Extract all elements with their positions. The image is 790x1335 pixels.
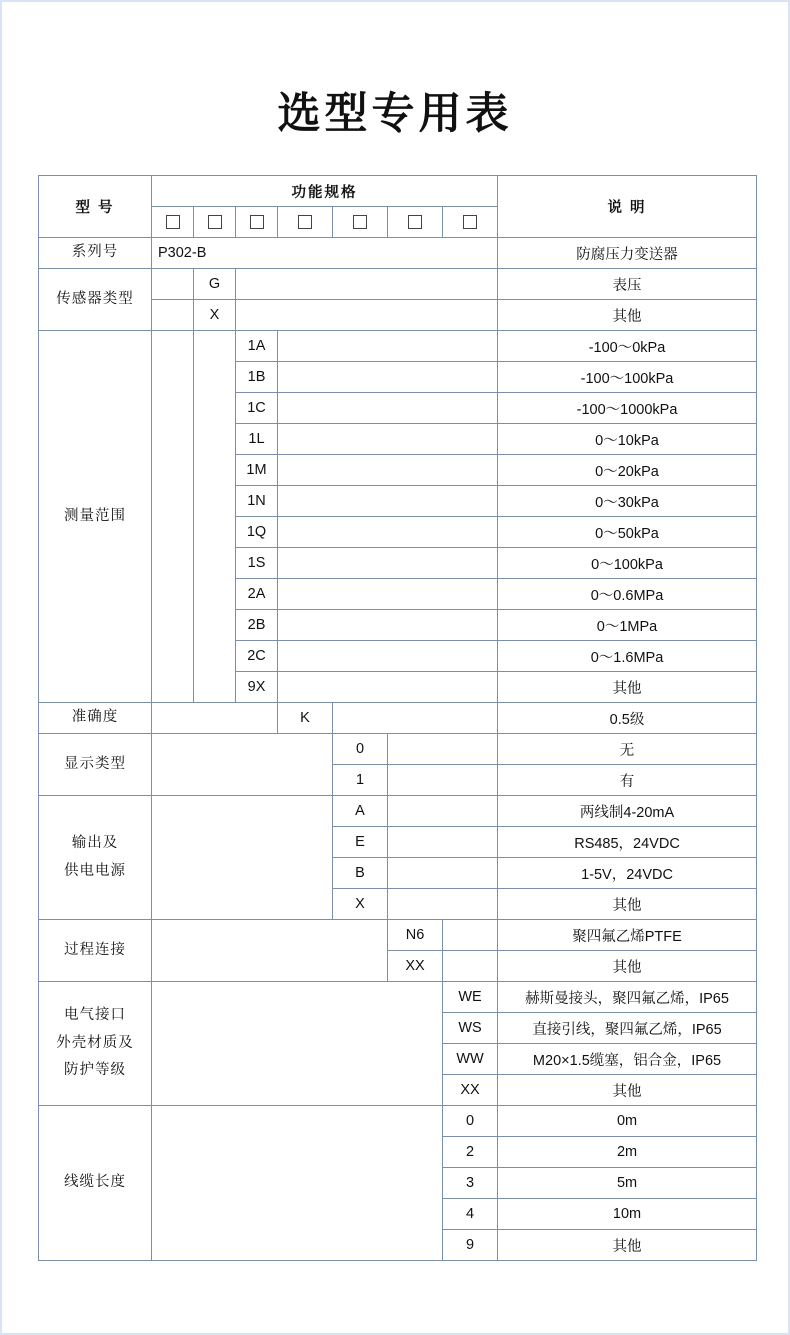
desc-range-2b: 0～1MPa	[498, 610, 757, 641]
code-range-1l: 1L	[236, 424, 278, 455]
spacer-cell	[152, 920, 388, 982]
table-row	[39, 331, 757, 362]
code-accuracy-k: K	[278, 703, 333, 734]
spacer-cell	[278, 517, 498, 548]
code-cable-2: 2	[443, 1137, 498, 1168]
code-cable-0: 0	[443, 1106, 498, 1137]
desc-range-9x: 其他	[498, 672, 757, 703]
desc-electrical-we: 赫斯曼接头，聚四氟乙烯，IP65	[498, 982, 757, 1013]
code-electrical-ws: WS	[443, 1013, 498, 1044]
code-output-a: A	[333, 796, 388, 827]
spacer-cell	[152, 982, 443, 1106]
page-title: 选型专用表	[277, 89, 513, 139]
row-label-line: 外壳材质及	[56, 1034, 134, 1051]
code-cable-4: 4	[443, 1199, 498, 1230]
checkbox-cell-2[interactable]	[194, 207, 236, 238]
desc-range-1q: 0～50kPa	[498, 517, 757, 548]
spacer-cell	[278, 393, 498, 424]
spacer-cell	[388, 734, 498, 765]
code-display-1: 1	[333, 765, 388, 796]
desc-cable-4: 10m	[498, 1199, 757, 1230]
desc-process-n6: 聚四氟乙烯PTFE	[498, 920, 757, 951]
table-row	[39, 269, 757, 300]
spacer-cell	[333, 703, 498, 734]
code-electrical-ww: WW	[443, 1044, 498, 1075]
desc-range-2a: 0～0.6MPa	[498, 579, 757, 610]
desc-series: 防腐压力变送器	[498, 238, 757, 269]
spacer-cell	[278, 579, 498, 610]
row-label-line: 防护等级	[64, 1062, 126, 1079]
row-label-accuracy: 准确度	[39, 703, 152, 734]
row-label-output-power	[39, 796, 152, 920]
code-range-1a: 1A	[236, 331, 278, 362]
desc-range-1s: 0～100kPa	[498, 548, 757, 579]
spacer-cell	[152, 300, 194, 331]
checkbox-cell-6[interactable]	[388, 207, 443, 238]
code-series: P302-B	[152, 238, 498, 269]
checkbox-cell-1[interactable]	[152, 207, 194, 238]
spacer-cell	[152, 734, 333, 796]
desc-range-1b: -100～100kPa	[498, 362, 757, 393]
checkbox-icon[interactable]	[250, 215, 264, 229]
header-model: 型 号	[39, 176, 152, 238]
code-cable-9: 9	[443, 1230, 498, 1261]
spacer-cell	[278, 455, 498, 486]
table-row	[39, 1106, 757, 1137]
checkbox-icon[interactable]	[208, 215, 222, 229]
code-range-1q: 1Q	[236, 517, 278, 548]
code-display-0: 0	[333, 734, 388, 765]
spacer-cell	[278, 610, 498, 641]
desc-range-1a: -100～0kPa	[498, 331, 757, 362]
desc-cable-0: 0m	[498, 1106, 757, 1137]
desc-output-a: 两线制4-20mA	[498, 796, 757, 827]
spacer-cell	[152, 1106, 443, 1261]
table-row	[39, 920, 757, 951]
spacer-cell	[152, 269, 194, 300]
selection-spec-table	[38, 175, 757, 1261]
code-electrical-we: WE	[443, 982, 498, 1013]
spacer-cell	[388, 858, 498, 889]
spacer-cell	[236, 300, 498, 331]
spec-table-wrap	[38, 175, 752, 1261]
row-label-sensor-type: 传感器类型	[39, 269, 152, 331]
desc-output-e: RS485，24VDC	[498, 827, 757, 858]
code-cable-3: 3	[443, 1168, 498, 1199]
code-output-b: B	[333, 858, 388, 889]
checkbox-cell-7[interactable]	[443, 207, 498, 238]
spacer-cell	[443, 951, 498, 982]
spacer-cell	[152, 703, 278, 734]
desc-cable-2: 2m	[498, 1137, 757, 1168]
desc-accuracy-k: 0.5级	[498, 703, 757, 734]
checkbox-cell-5[interactable]	[333, 207, 388, 238]
desc-electrical-ws: 直接引线，聚四氟乙烯，IP65	[498, 1013, 757, 1044]
spacer-cell	[388, 796, 498, 827]
code-process-n6: N6	[388, 920, 443, 951]
spacer-cell	[278, 362, 498, 393]
spacer-cell	[236, 269, 498, 300]
code-range-1n: 1N	[236, 486, 278, 517]
desc-range-1m: 0～20kPa	[498, 455, 757, 486]
desc-output-x: 其他	[498, 889, 757, 920]
table-row	[39, 703, 757, 734]
desc-range-1c: -100～1000kPa	[498, 393, 757, 424]
spacer-cell	[278, 424, 498, 455]
desc-display-1: 有	[498, 765, 757, 796]
desc-process-xx: 其他	[498, 951, 757, 982]
spacer-cell	[152, 796, 333, 920]
header-description: 说 明	[498, 176, 757, 238]
checkbox-icon[interactable]	[166, 215, 180, 229]
row-label-line: 供电电源	[64, 862, 126, 879]
checkbox-cell-3[interactable]	[236, 207, 278, 238]
row-label-series: 系列号	[39, 238, 152, 269]
checkbox-icon[interactable]	[463, 215, 477, 229]
desc-electrical-ww: M20×1.5缆塞，铝合金，IP65	[498, 1044, 757, 1075]
code-range-1m: 1M	[236, 455, 278, 486]
spacer-cell	[278, 548, 498, 579]
code-range-1s: 1S	[236, 548, 278, 579]
table-row	[39, 982, 757, 1013]
checkbox-cell-4[interactable]	[278, 207, 333, 238]
desc-cable-9: 其他	[498, 1230, 757, 1261]
spacer-cell	[388, 889, 498, 920]
code-electrical-xx: XX	[443, 1075, 498, 1106]
desc-output-b: 1-5V，24VDC	[498, 858, 757, 889]
row-label-range: 测量范围	[39, 331, 152, 703]
code-range-2a: 2A	[236, 579, 278, 610]
code-output-e: E	[333, 827, 388, 858]
code-sensor-g: G	[194, 269, 236, 300]
row-label-display: 显示类型	[39, 734, 152, 796]
spacer-cell	[278, 331, 498, 362]
spacer-cell	[278, 486, 498, 517]
desc-cable-3: 5m	[498, 1168, 757, 1199]
table-header-row	[39, 176, 757, 207]
row-label-line: 电气接口	[64, 1007, 126, 1024]
spacer-cell	[443, 920, 498, 951]
row-label-cable-length: 线缆长度	[39, 1106, 152, 1261]
table-row	[39, 238, 757, 269]
header-function-spec: 功能规格	[152, 176, 498, 207]
code-output-x: X	[333, 889, 388, 920]
desc-sensor-g: 表压	[498, 269, 757, 300]
checkbox-icon[interactable]	[353, 215, 367, 229]
row-label-electrical-housing	[39, 982, 152, 1106]
spacer-cell	[278, 672, 498, 703]
code-sensor-x: X	[194, 300, 236, 331]
desc-sensor-x: 其他	[498, 300, 757, 331]
code-range-2b: 2B	[236, 610, 278, 641]
code-range-1c: 1C	[236, 393, 278, 424]
checkbox-icon[interactable]	[298, 215, 312, 229]
spacer-cell	[278, 641, 498, 672]
table-row	[39, 796, 757, 827]
code-process-xx: XX	[388, 951, 443, 982]
spacer-cell	[388, 827, 498, 858]
spacer-cell	[152, 331, 194, 703]
row-label-line: 输出及	[71, 834, 119, 851]
checkbox-icon[interactable]	[408, 215, 422, 229]
code-range-9x: 9X	[236, 672, 278, 703]
desc-range-2c: 0～1.6MPa	[498, 641, 757, 672]
desc-display-0: 无	[498, 734, 757, 765]
spacer-cell	[194, 331, 236, 703]
desc-range-1n: 0～30kPa	[498, 486, 757, 517]
spacer-cell	[388, 765, 498, 796]
desc-electrical-xx: 其他	[498, 1075, 757, 1106]
code-range-2c: 2C	[236, 641, 278, 672]
code-range-1b: 1B	[236, 362, 278, 393]
row-label-process-connection: 过程连接	[39, 920, 152, 982]
table-row	[39, 734, 757, 765]
desc-range-1l: 0～10kPa	[498, 424, 757, 455]
